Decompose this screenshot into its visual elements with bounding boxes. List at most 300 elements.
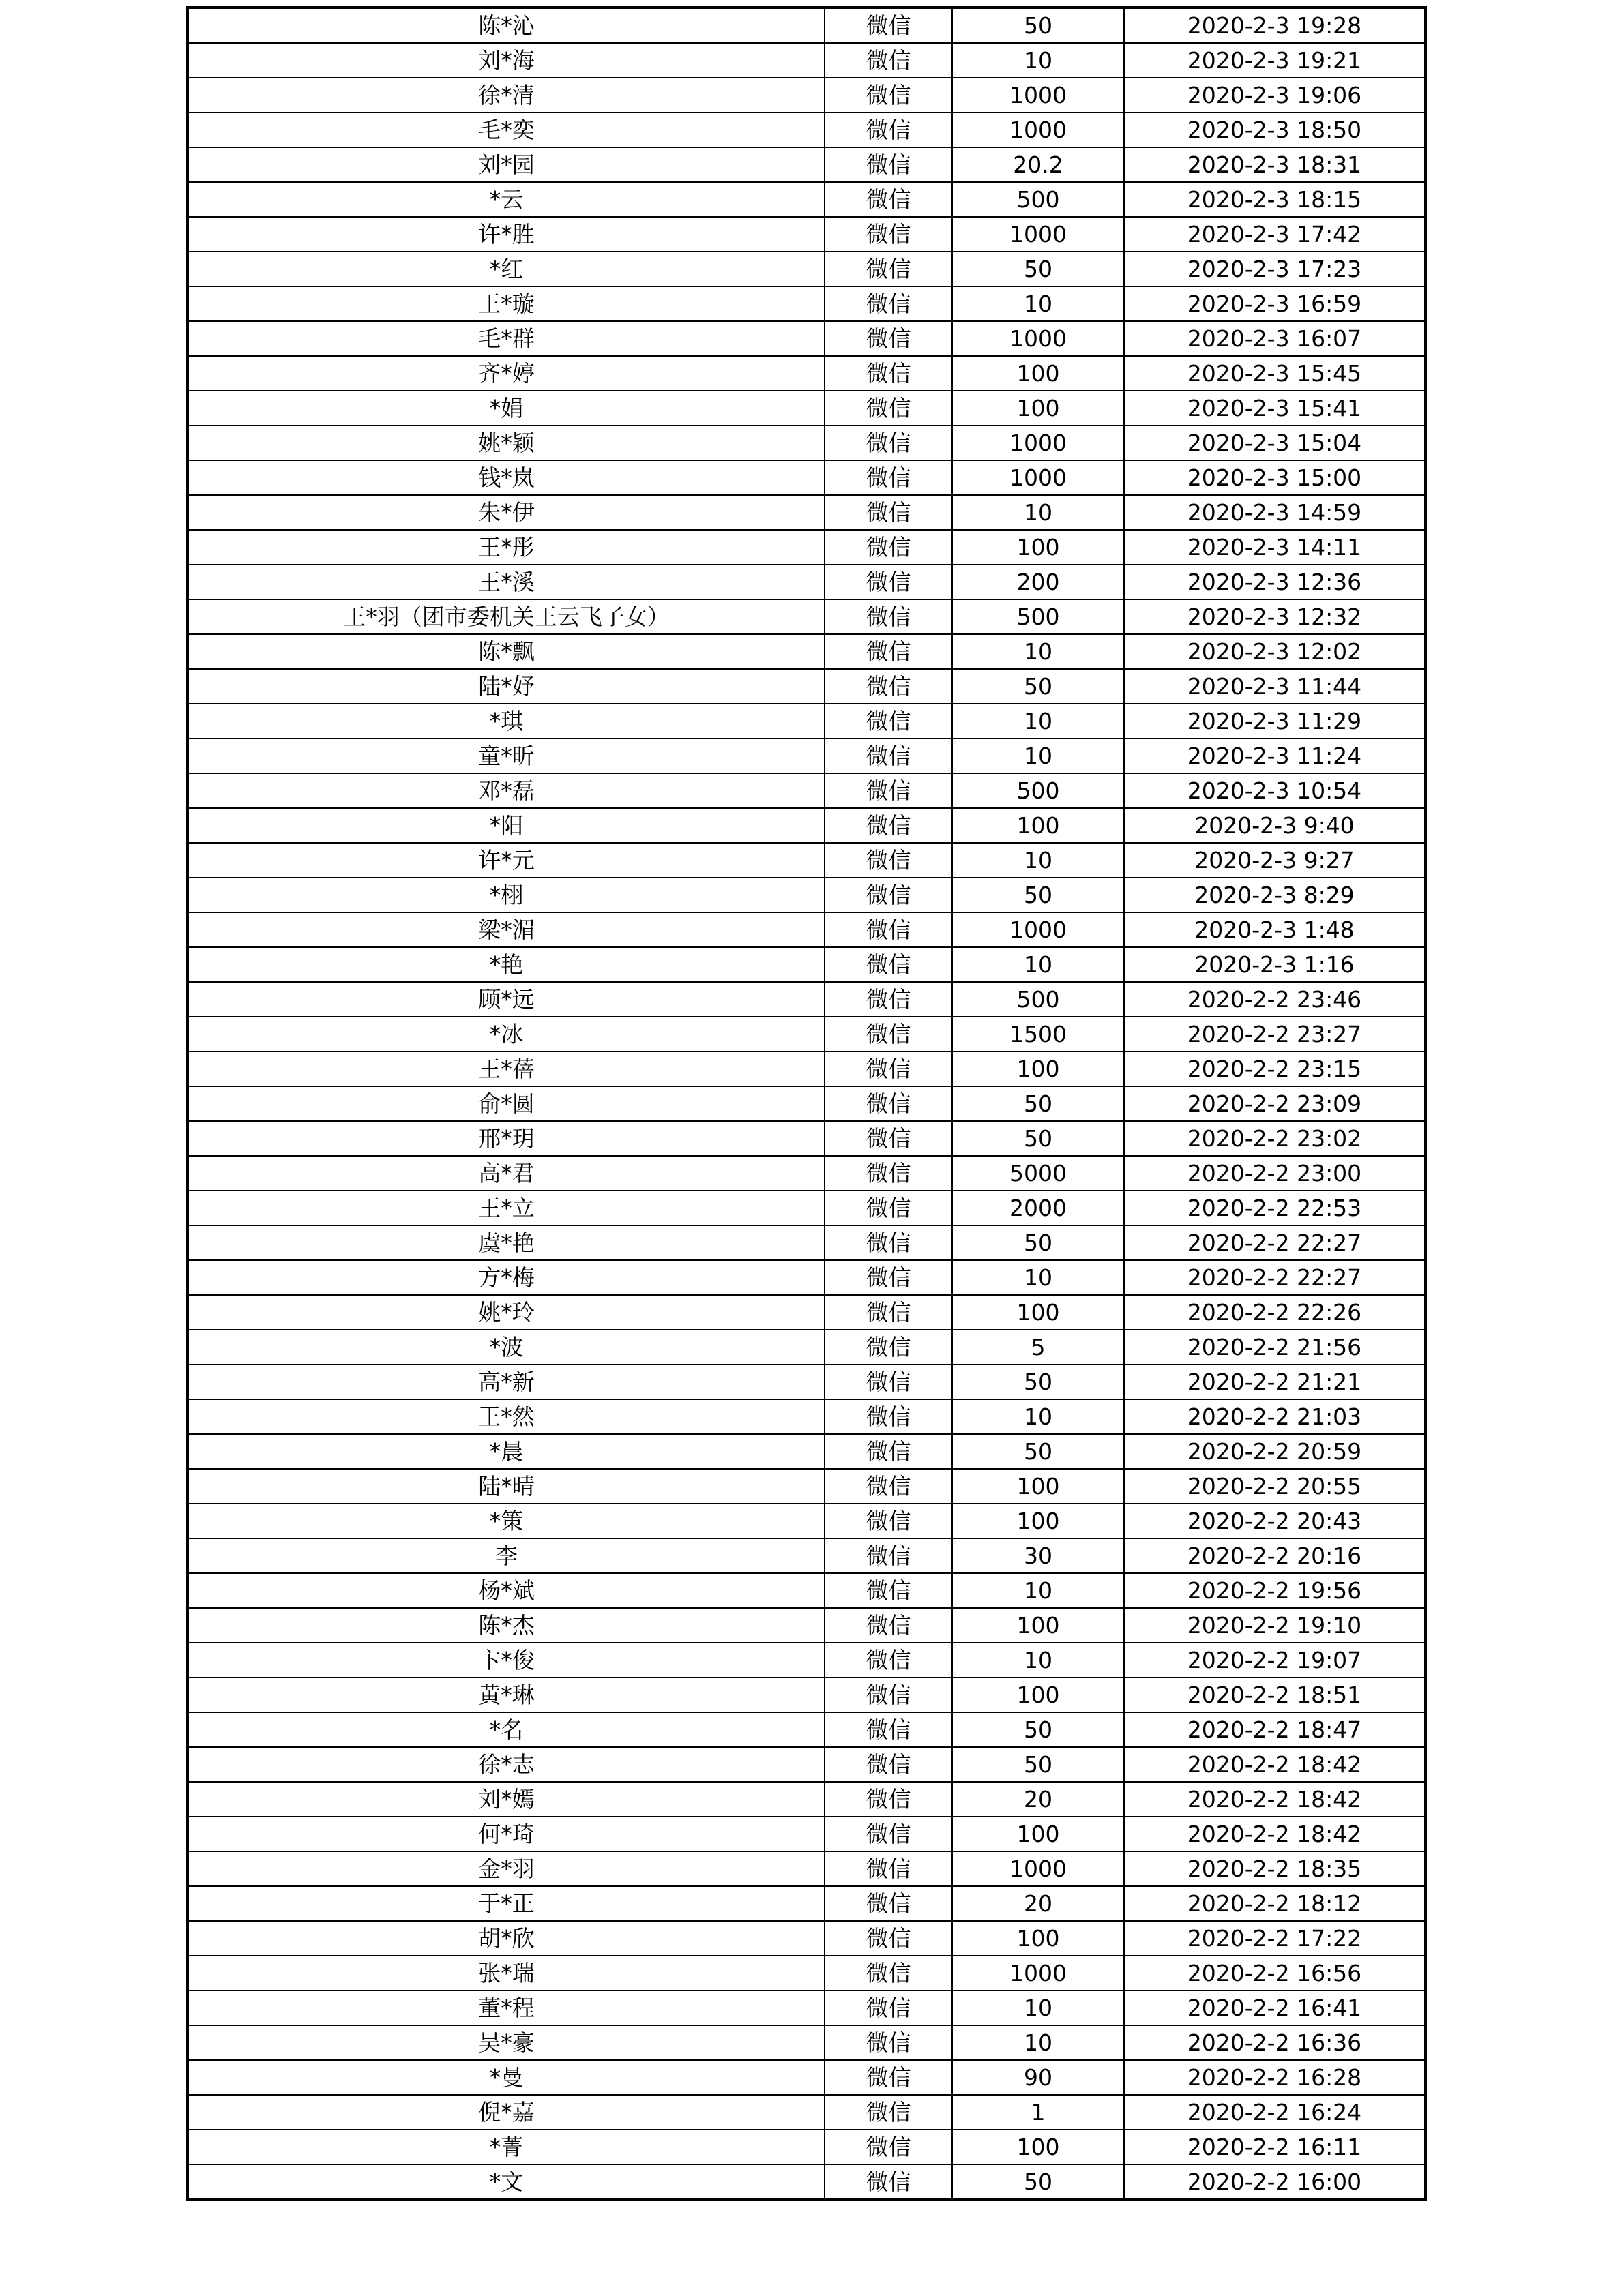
payment-method-cell: 微信 [825, 1086, 952, 1121]
amount-cell: 1000 [952, 912, 1124, 947]
table-row [188, 773, 1426, 808]
donation-time-cell: 2020-2-3 18:31 [1124, 147, 1426, 182]
amount-cell: 20.2 [952, 147, 1124, 182]
table-row [188, 669, 1426, 704]
table-row [188, 1365, 1426, 1399]
table-row [188, 8, 1426, 43]
donation-time-cell: 2020-2-3 15:00 [1124, 460, 1426, 495]
donation-time-cell: 2020-2-2 23:00 [1124, 1156, 1426, 1191]
donor-name-cell: 钱*岚 [188, 460, 825, 495]
donation-time-cell: 2020-2-3 19:21 [1124, 43, 1426, 78]
payment-method-cell: 微信 [825, 565, 952, 599]
donor-name-cell: 杨*斌 [188, 1573, 825, 1608]
donor-name-cell: *策 [188, 1504, 825, 1538]
donation-time-cell: 2020-2-3 18:15 [1124, 182, 1426, 217]
payment-method-cell: 微信 [825, 1017, 952, 1052]
amount-cell: 100 [952, 1469, 1124, 1504]
donation-table-body [188, 8, 1426, 2200]
amount-cell: 100 [952, 530, 1124, 565]
payment-method-cell: 微信 [825, 947, 952, 982]
donor-name-cell: *波 [188, 1330, 825, 1365]
donation-time-cell: 2020-2-3 11:29 [1124, 704, 1426, 739]
donor-name-cell: 邓*磊 [188, 773, 825, 808]
donor-name-cell: 姚*玲 [188, 1295, 825, 1330]
donor-name-cell: 高*新 [188, 1365, 825, 1399]
payment-method-cell: 微信 [825, 43, 952, 78]
table-row [188, 1747, 1426, 1782]
donor-name-cell: 许*元 [188, 843, 825, 878]
amount-cell: 1000 [952, 1851, 1124, 1886]
amount-cell: 100 [952, 1608, 1124, 1643]
donor-name-cell: *文 [188, 2164, 825, 2200]
payment-method-cell: 微信 [825, 599, 952, 634]
table-row [188, 1330, 1426, 1365]
amount-cell: 10 [952, 634, 1124, 669]
donation-time-cell: 2020-2-2 19:10 [1124, 1608, 1426, 1643]
donation-time-cell: 2020-2-3 15:04 [1124, 426, 1426, 460]
amount-cell: 100 [952, 1921, 1124, 1956]
table-row [188, 426, 1426, 460]
table-row [188, 739, 1426, 773]
donor-name-cell: *名 [188, 1712, 825, 1747]
donation-time-cell: 2020-2-3 9:40 [1124, 808, 1426, 843]
payment-method-cell: 微信 [825, 634, 952, 669]
table-row [188, 808, 1426, 843]
donor-name-cell: 金*羽 [188, 1851, 825, 1886]
amount-cell: 10 [952, 1399, 1124, 1434]
table-row [188, 1017, 1426, 1052]
payment-method-cell: 微信 [825, 1573, 952, 1608]
table-row [188, 147, 1426, 182]
amount-cell: 10 [952, 43, 1124, 78]
amount-cell: 30 [952, 1538, 1124, 1573]
payment-method-cell: 微信 [825, 1886, 952, 1921]
table-row [188, 530, 1426, 565]
donation-time-cell: 2020-2-3 8:29 [1124, 878, 1426, 912]
donor-name-cell: 黄*琳 [188, 1678, 825, 1712]
donation-time-cell: 2020-2-3 12:36 [1124, 565, 1426, 599]
amount-cell: 100 [952, 2130, 1124, 2164]
donor-name-cell: 陈*杰 [188, 1608, 825, 1643]
donation-time-cell: 2020-2-3 15:41 [1124, 391, 1426, 426]
donation-time-cell: 2020-2-2 23:27 [1124, 1017, 1426, 1052]
table-row [188, 217, 1426, 252]
donation-time-cell: 2020-2-2 18:42 [1124, 1782, 1426, 1817]
payment-method-cell: 微信 [825, 252, 952, 286]
table-row [188, 1295, 1426, 1330]
table-row [188, 982, 1426, 1017]
donation-time-cell: 2020-2-2 16:11 [1124, 2130, 1426, 2164]
donor-name-cell: 王*蓓 [188, 1052, 825, 1086]
payment-method-cell: 微信 [825, 78, 952, 113]
table-row [188, 460, 1426, 495]
donation-time-cell: 2020-2-2 22:27 [1124, 1225, 1426, 1260]
amount-cell: 5000 [952, 1156, 1124, 1191]
donor-name-cell: *阳 [188, 808, 825, 843]
amount-cell: 1500 [952, 1017, 1124, 1052]
amount-cell: 10 [952, 1991, 1124, 2025]
amount-cell: 1000 [952, 1956, 1124, 1991]
payment-method-cell: 微信 [825, 1504, 952, 1538]
payment-method-cell: 微信 [825, 808, 952, 843]
donation-time-cell: 2020-2-2 18:42 [1124, 1817, 1426, 1851]
amount-cell: 50 [952, 252, 1124, 286]
amount-cell: 200 [952, 565, 1124, 599]
donor-name-cell: 刘*海 [188, 43, 825, 78]
donation-time-cell: 2020-2-2 19:56 [1124, 1573, 1426, 1608]
donor-name-cell: 王*羽（团市委机关王云飞子女） [188, 599, 825, 634]
payment-method-cell: 微信 [825, 1330, 952, 1365]
payment-method-cell: 微信 [825, 1538, 952, 1573]
table-row [188, 1399, 1426, 1434]
donor-name-cell: 陆*妤 [188, 669, 825, 704]
donation-time-cell: 2020-2-3 11:24 [1124, 739, 1426, 773]
payment-method-cell: 微信 [825, 1399, 952, 1434]
table-row [188, 1643, 1426, 1678]
payment-method-cell: 微信 [825, 2130, 952, 2164]
donor-name-cell: 朱*伊 [188, 495, 825, 530]
payment-method-cell: 微信 [825, 1817, 952, 1851]
table-row [188, 182, 1426, 217]
table-row [188, 1851, 1426, 1886]
table-row [188, 843, 1426, 878]
table-row [188, 78, 1426, 113]
amount-cell: 10 [952, 739, 1124, 773]
donation-time-cell: 2020-2-2 16:56 [1124, 1956, 1426, 1991]
donor-name-cell: *艳 [188, 947, 825, 982]
payment-method-cell: 微信 [825, 460, 952, 495]
payment-method-cell: 微信 [825, 113, 952, 147]
amount-cell: 50 [952, 1225, 1124, 1260]
donation-time-cell: 2020-2-2 22:53 [1124, 1191, 1426, 1225]
donor-name-cell: 王*彤 [188, 530, 825, 565]
donation-time-cell: 2020-2-2 21:21 [1124, 1365, 1426, 1399]
payment-method-cell: 微信 [825, 495, 952, 530]
amount-cell: 1000 [952, 460, 1124, 495]
donor-name-cell: 顾*远 [188, 982, 825, 1017]
table-row [188, 1712, 1426, 1747]
amount-cell: 10 [952, 2025, 1124, 2060]
payment-method-cell: 微信 [825, 8, 952, 43]
table-row [188, 1191, 1426, 1225]
amount-cell: 100 [952, 1504, 1124, 1538]
donation-time-cell: 2020-2-2 18:42 [1124, 1747, 1426, 1782]
donation-time-cell: 2020-2-2 20:59 [1124, 1434, 1426, 1469]
donation-time-cell: 2020-2-3 16:59 [1124, 286, 1426, 321]
amount-cell: 1000 [952, 321, 1124, 356]
donor-name-cell: 胡*欣 [188, 1921, 825, 1956]
payment-method-cell: 微信 [825, 1434, 952, 1469]
donation-time-cell: 2020-2-3 9:27 [1124, 843, 1426, 878]
amount-cell: 500 [952, 982, 1124, 1017]
donation-time-cell: 2020-2-3 18:50 [1124, 113, 1426, 147]
table-row [188, 704, 1426, 739]
amount-cell: 10 [952, 495, 1124, 530]
amount-cell: 100 [952, 1678, 1124, 1712]
amount-cell: 10 [952, 1643, 1124, 1678]
donor-name-cell: 董*程 [188, 1991, 825, 2025]
donation-time-cell: 2020-2-2 23:15 [1124, 1052, 1426, 1086]
table-row [188, 495, 1426, 530]
donor-name-cell: 陈*沁 [188, 8, 825, 43]
donation-time-cell: 2020-2-3 12:32 [1124, 599, 1426, 634]
donor-name-cell: 高*君 [188, 1156, 825, 1191]
donor-name-cell: 王*璇 [188, 286, 825, 321]
donation-time-cell: 2020-2-2 18:35 [1124, 1851, 1426, 1886]
donation-time-cell: 2020-2-2 18:47 [1124, 1712, 1426, 1747]
donor-name-cell: 卞*俊 [188, 1643, 825, 1678]
table-row [188, 599, 1426, 634]
payment-method-cell: 微信 [825, 147, 952, 182]
donor-name-cell: 何*琦 [188, 1817, 825, 1851]
payment-method-cell: 微信 [825, 773, 952, 808]
donation-time-cell: 2020-2-2 23:09 [1124, 1086, 1426, 1121]
amount-cell: 2000 [952, 1191, 1124, 1225]
donor-name-cell: 陈*飘 [188, 634, 825, 669]
donation-time-cell: 2020-2-3 1:48 [1124, 912, 1426, 947]
donor-name-cell: 虞*艳 [188, 1225, 825, 1260]
table-row [188, 43, 1426, 78]
table-row [188, 1886, 1426, 1921]
donation-time-cell: 2020-2-3 15:45 [1124, 356, 1426, 391]
amount-cell: 1000 [952, 217, 1124, 252]
payment-method-cell: 微信 [825, 2060, 952, 2095]
amount-cell: 100 [952, 1295, 1124, 1330]
donor-name-cell: 徐*清 [188, 78, 825, 113]
amount-cell: 1000 [952, 78, 1124, 113]
payment-method-cell: 微信 [825, 878, 952, 912]
amount-cell: 500 [952, 599, 1124, 634]
donation-time-cell: 2020-2-2 20:16 [1124, 1538, 1426, 1573]
table-row [188, 1086, 1426, 1121]
donor-name-cell: *红 [188, 252, 825, 286]
amount-cell: 500 [952, 773, 1124, 808]
payment-method-cell: 微信 [825, 1156, 952, 1191]
donation-time-cell: 2020-2-3 17:23 [1124, 252, 1426, 286]
table-row [188, 1504, 1426, 1538]
table-row [188, 1678, 1426, 1712]
amount-cell: 100 [952, 1052, 1124, 1086]
table-row [188, 2025, 1426, 2060]
table-row [188, 1469, 1426, 1504]
donation-time-cell: 2020-2-2 20:43 [1124, 1504, 1426, 1538]
donor-name-cell: 李 [188, 1538, 825, 1573]
payment-method-cell: 微信 [825, 182, 952, 217]
donor-name-cell: *栩 [188, 878, 825, 912]
payment-method-cell: 微信 [825, 1225, 952, 1260]
donor-name-cell: 张*瑞 [188, 1956, 825, 1991]
donation-time-cell: 2020-2-2 16:36 [1124, 2025, 1426, 2060]
payment-method-cell: 微信 [825, 1921, 952, 1956]
table-row [188, 1434, 1426, 1469]
amount-cell: 20 [952, 1782, 1124, 1817]
table-row [188, 1052, 1426, 1086]
amount-cell: 100 [952, 1817, 1124, 1851]
donation-time-cell: 2020-2-2 18:51 [1124, 1678, 1426, 1712]
payment-method-cell: 微信 [825, 912, 952, 947]
donation-time-cell: 2020-2-2 21:56 [1124, 1330, 1426, 1365]
donation-time-cell: 2020-2-2 20:55 [1124, 1469, 1426, 1504]
donation-time-cell: 2020-2-2 16:41 [1124, 1991, 1426, 2025]
donor-name-cell: 王*然 [188, 1399, 825, 1434]
donor-name-cell: 王*立 [188, 1191, 825, 1225]
payment-method-cell: 微信 [825, 1747, 952, 1782]
table-row [188, 1225, 1426, 1260]
donor-name-cell: 邢*玥 [188, 1121, 825, 1156]
donation-time-cell: 2020-2-3 19:28 [1124, 8, 1426, 43]
amount-cell: 1000 [952, 426, 1124, 460]
donation-time-cell: 2020-2-3 14:11 [1124, 530, 1426, 565]
payment-method-cell: 微信 [825, 1121, 952, 1156]
amount-cell: 100 [952, 356, 1124, 391]
amount-cell: 10 [952, 1573, 1124, 1608]
table-row [188, 912, 1426, 947]
donation-time-cell: 2020-2-2 16:00 [1124, 2164, 1426, 2200]
table-row [188, 1782, 1426, 1817]
table-row [188, 1991, 1426, 2025]
amount-cell: 50 [952, 1747, 1124, 1782]
payment-method-cell: 微信 [825, 739, 952, 773]
table-row [188, 878, 1426, 912]
donor-name-cell: 吴*豪 [188, 2025, 825, 2060]
table-row [188, 321, 1426, 356]
donor-name-cell: 刘*园 [188, 147, 825, 182]
payment-method-cell: 微信 [825, 321, 952, 356]
amount-cell: 10 [952, 1260, 1124, 1295]
donation-time-cell: 2020-2-2 23:46 [1124, 982, 1426, 1017]
donor-name-cell: 陆*晴 [188, 1469, 825, 1504]
amount-cell: 500 [952, 182, 1124, 217]
amount-cell: 50 [952, 1365, 1124, 1399]
donation-time-cell: 2020-2-3 10:54 [1124, 773, 1426, 808]
amount-cell: 100 [952, 808, 1124, 843]
table-row [188, 1921, 1426, 1956]
payment-method-cell: 微信 [825, 1956, 952, 1991]
table-row [188, 1573, 1426, 1608]
payment-method-cell: 微信 [825, 356, 952, 391]
donation-table [186, 6, 1427, 2201]
amount-cell: 50 [952, 1121, 1124, 1156]
donation-time-cell: 2020-2-2 23:02 [1124, 1121, 1426, 1156]
donor-name-cell: 倪*嘉 [188, 2095, 825, 2130]
donation-time-cell: 2020-2-3 16:07 [1124, 321, 1426, 356]
donation-time-cell: 2020-2-2 16:28 [1124, 2060, 1426, 2095]
payment-method-cell: 微信 [825, 1991, 952, 2025]
donation-time-cell: 2020-2-3 14:59 [1124, 495, 1426, 530]
payment-method-cell: 微信 [825, 1712, 952, 1747]
table-row [188, 1817, 1426, 1851]
table-row [188, 634, 1426, 669]
donation-time-cell: 2020-2-2 16:24 [1124, 2095, 1426, 2130]
amount-cell: 50 [952, 2164, 1124, 2200]
payment-method-cell: 微信 [825, 704, 952, 739]
payment-method-cell: 微信 [825, 669, 952, 704]
donor-name-cell: 徐*志 [188, 1747, 825, 1782]
table-row [188, 1608, 1426, 1643]
amount-cell: 50 [952, 8, 1124, 43]
donor-name-cell: 王*溪 [188, 565, 825, 599]
payment-method-cell: 微信 [825, 391, 952, 426]
amount-cell: 1 [952, 2095, 1124, 2130]
payment-method-cell: 微信 [825, 530, 952, 565]
donation-time-cell: 2020-2-2 18:12 [1124, 1886, 1426, 1921]
payment-method-cell: 微信 [825, 1643, 952, 1678]
donor-name-cell: 童*昕 [188, 739, 825, 773]
donation-time-cell: 2020-2-2 22:26 [1124, 1295, 1426, 1330]
amount-cell: 10 [952, 947, 1124, 982]
donation-time-cell: 2020-2-3 12:02 [1124, 634, 1426, 669]
amount-cell: 50 [952, 1712, 1124, 1747]
donation-time-cell: 2020-2-2 17:22 [1124, 1921, 1426, 1956]
payment-method-cell: 微信 [825, 1365, 952, 1399]
table-row [188, 2060, 1426, 2095]
donor-name-cell: 于*正 [188, 1886, 825, 1921]
payment-method-cell: 微信 [825, 982, 952, 1017]
amount-cell: 100 [952, 391, 1124, 426]
amount-cell: 50 [952, 878, 1124, 912]
payment-method-cell: 微信 [825, 1469, 952, 1504]
table-row [188, 2095, 1426, 2130]
donor-name-cell: *曼 [188, 2060, 825, 2095]
amount-cell: 50 [952, 1434, 1124, 1469]
donation-time-cell: 2020-2-2 19:07 [1124, 1643, 1426, 1678]
payment-method-cell: 微信 [825, 1191, 952, 1225]
payment-method-cell: 微信 [825, 1052, 952, 1086]
payment-method-cell: 微信 [825, 286, 952, 321]
donation-time-cell: 2020-2-3 19:06 [1124, 78, 1426, 113]
donation-time-cell: 2020-2-3 17:42 [1124, 217, 1426, 252]
table-row [188, 1260, 1426, 1295]
amount-cell: 10 [952, 286, 1124, 321]
payment-method-cell: 微信 [825, 1782, 952, 1817]
donor-name-cell: 齐*婷 [188, 356, 825, 391]
donor-name-cell: 刘*嫣 [188, 1782, 825, 1817]
table-row [188, 1121, 1426, 1156]
amount-cell: 10 [952, 843, 1124, 878]
payment-method-cell: 微信 [825, 2095, 952, 2130]
table-row [188, 1538, 1426, 1573]
amount-cell: 5 [952, 1330, 1124, 1365]
donor-name-cell: 毛*群 [188, 321, 825, 356]
donation-time-cell: 2020-2-3 11:44 [1124, 669, 1426, 704]
payment-method-cell: 微信 [825, 2025, 952, 2060]
payment-method-cell: 微信 [825, 1295, 952, 1330]
donor-name-cell: 姚*颖 [188, 426, 825, 460]
table-row [188, 1156, 1426, 1191]
donor-name-cell: *云 [188, 182, 825, 217]
payment-method-cell: 微信 [825, 1851, 952, 1886]
donor-name-cell: 俞*圆 [188, 1086, 825, 1121]
table-row [188, 947, 1426, 982]
table-row [188, 2130, 1426, 2164]
table-row [188, 1956, 1426, 1991]
payment-method-cell: 微信 [825, 1608, 952, 1643]
payment-method-cell: 微信 [825, 1678, 952, 1712]
amount-cell: 50 [952, 669, 1124, 704]
table-row [188, 565, 1426, 599]
payment-method-cell: 微信 [825, 2164, 952, 2200]
table-row [188, 2164, 1426, 2200]
donor-name-cell: *冰 [188, 1017, 825, 1052]
donor-name-cell: 方*梅 [188, 1260, 825, 1295]
table-row [188, 286, 1426, 321]
table-row [188, 113, 1426, 147]
payment-method-cell: 微信 [825, 217, 952, 252]
amount-cell: 50 [952, 1086, 1124, 1121]
payment-method-cell: 微信 [825, 426, 952, 460]
amount-cell: 10 [952, 704, 1124, 739]
donation-time-cell: 2020-2-3 1:16 [1124, 947, 1426, 982]
